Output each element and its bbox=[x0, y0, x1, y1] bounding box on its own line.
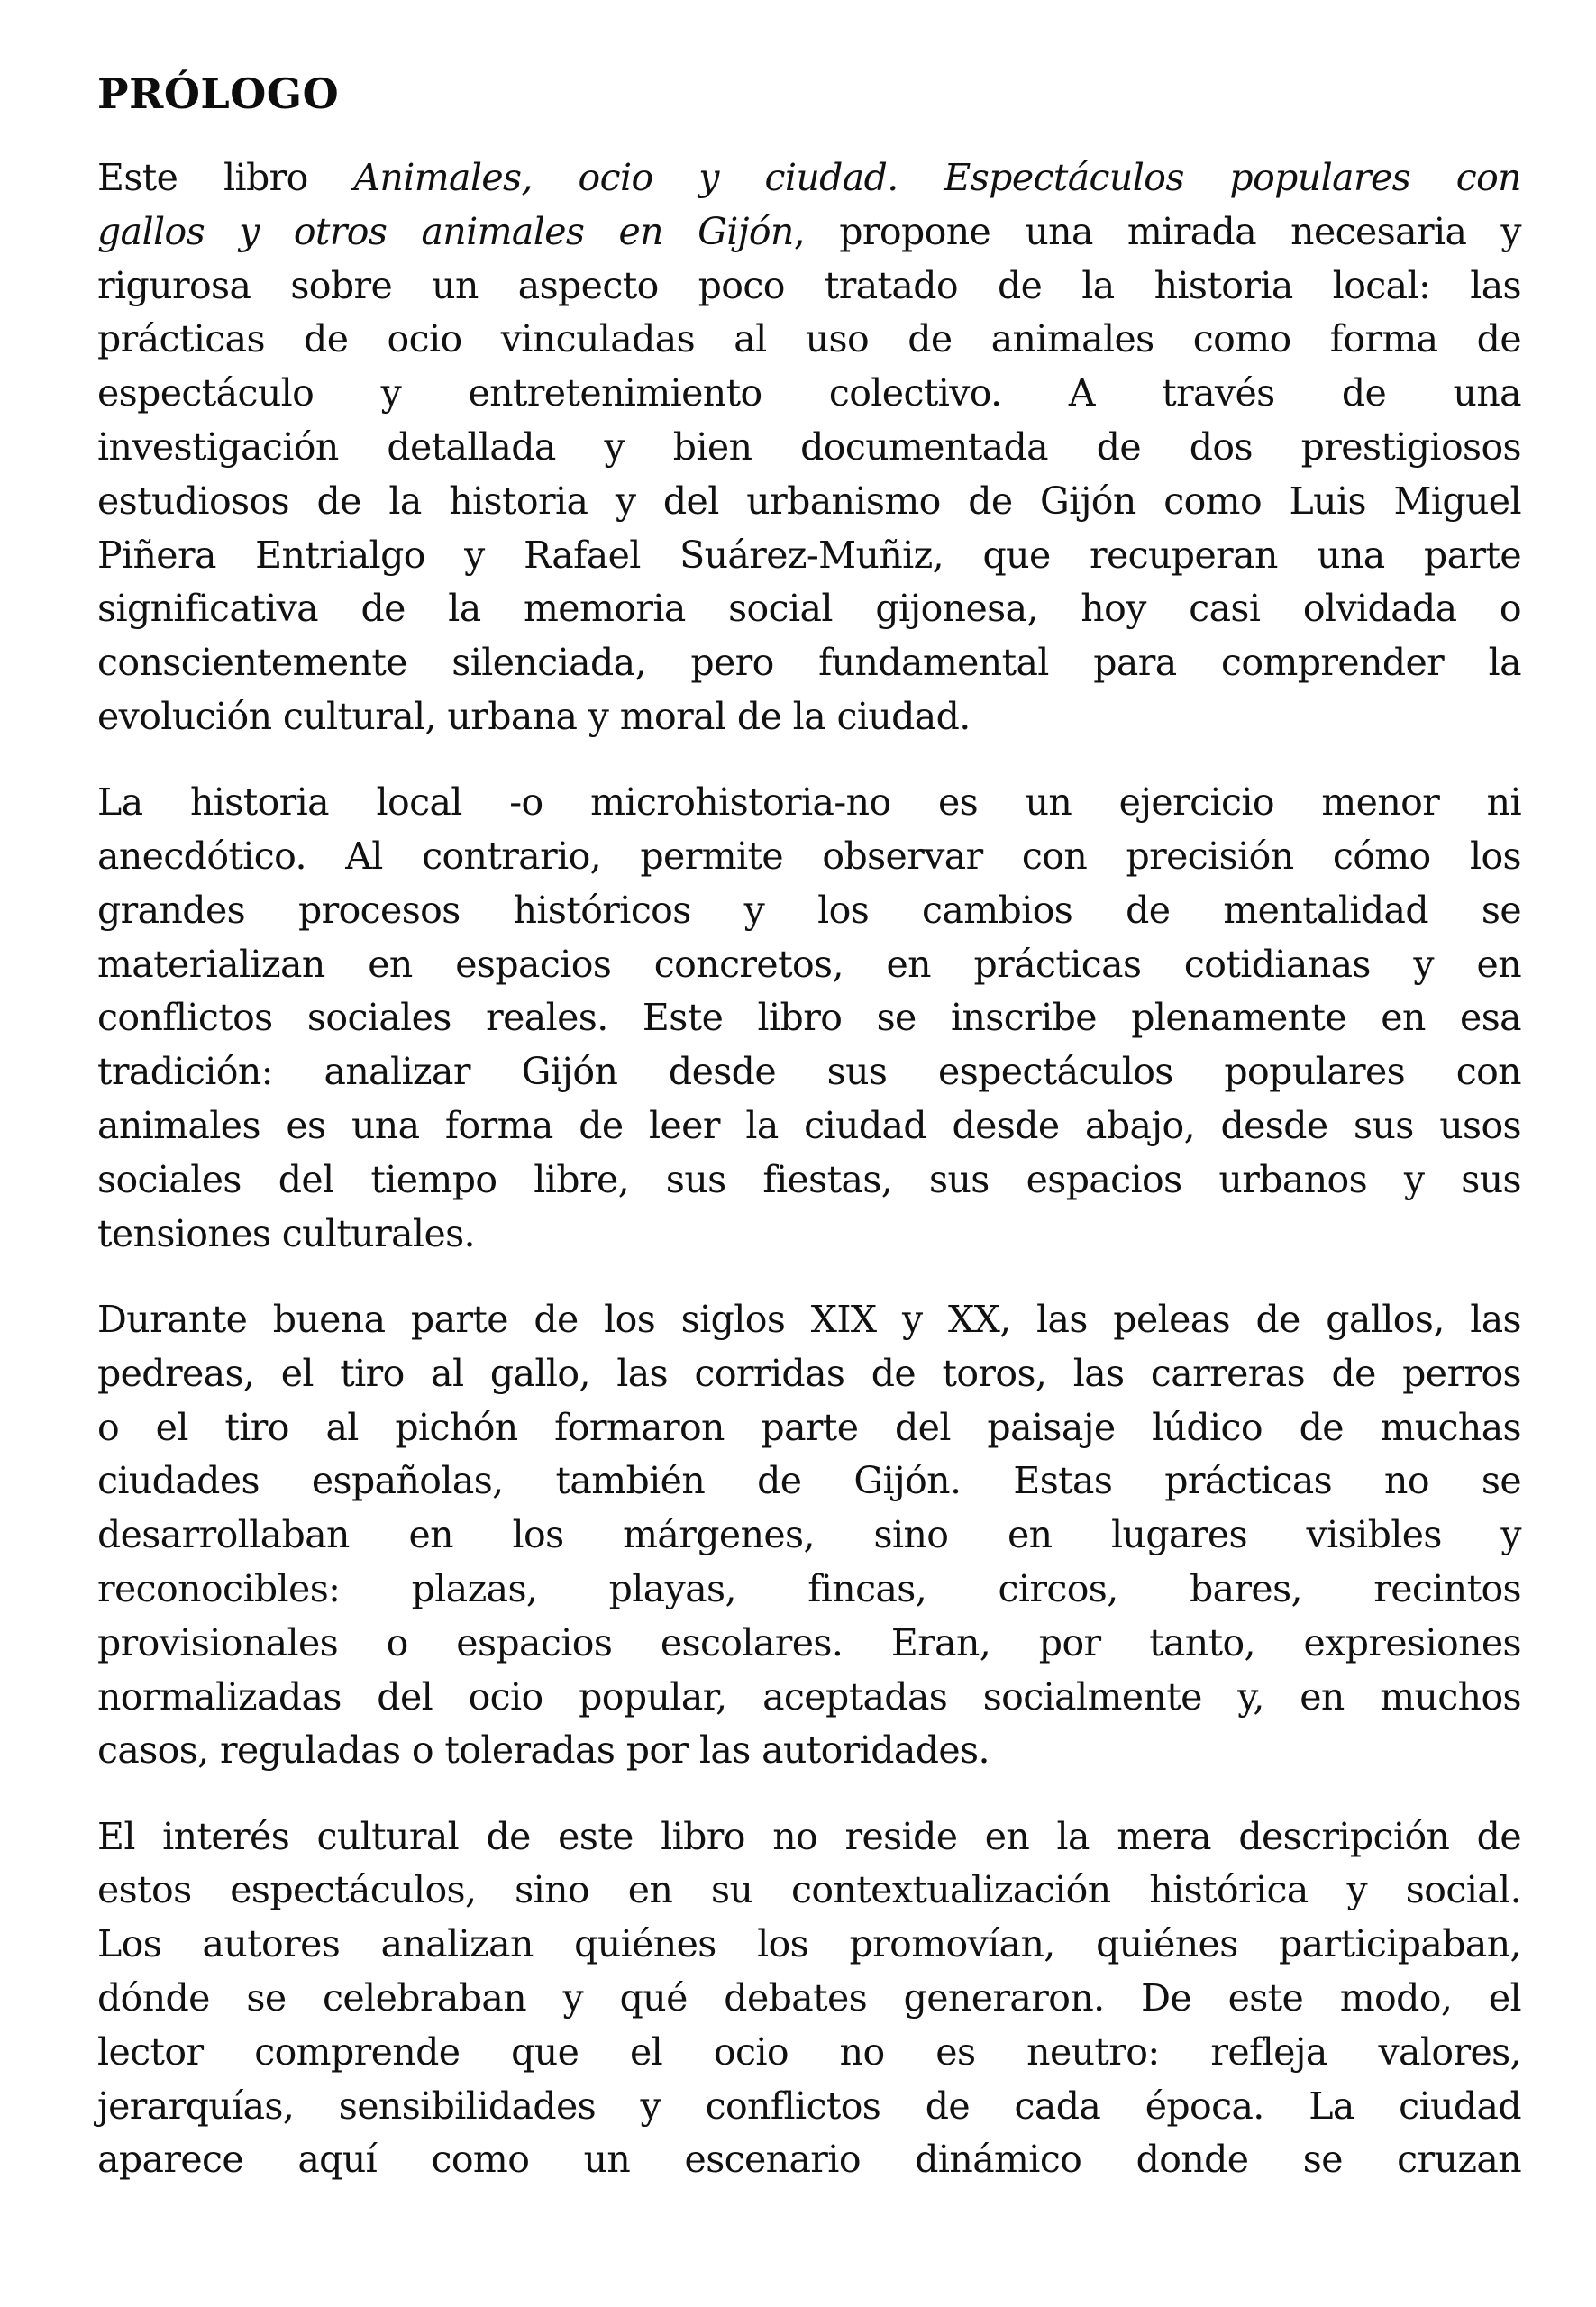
text-segment: aparece aquí como un escenario dinámico donde se cruzan bbox=[97, 2138, 1521, 2182]
text-line-content bbox=[97, 260, 1521, 314]
text-segment: El interés cultural de este libro no reside en la mera descripción de bbox=[97, 1814, 1521, 1858]
text-line-content bbox=[97, 367, 1521, 421]
text-line bbox=[97, 636, 1521, 690]
text-segment: estos espectáculos, sino en su contextualización histórica y social. bbox=[97, 1868, 1521, 1912]
text-segment: casos, reguladas o toleradas por las autoridades. bbox=[97, 1728, 990, 1773]
italic-text: gallos y otros animales en Gijón bbox=[97, 209, 794, 253]
text-segment: ciudades españolas, también de Gijón. Estas prácticas no se bbox=[97, 1459, 1521, 1503]
text-line-content bbox=[97, 1401, 1521, 1455]
text-line bbox=[97, 475, 1521, 529]
text-line bbox=[97, 205, 1521, 260]
text-line-content bbox=[97, 1617, 1521, 1671]
text-segment: Este libro bbox=[97, 156, 354, 199]
text-line-content bbox=[97, 1099, 1521, 1154]
paragraph bbox=[97, 1810, 1521, 2188]
text-line bbox=[97, 421, 1521, 475]
body-text bbox=[97, 151, 1521, 2220]
text-line bbox=[97, 690, 1521, 744]
text-line bbox=[97, 991, 1521, 1045]
text-line-content bbox=[97, 1671, 1521, 1725]
text-line-content bbox=[97, 1972, 1521, 2026]
text-segment: jerarquías, sensibilidades y conflictos de cada época. La ciudad bbox=[97, 2084, 1521, 2128]
text-line bbox=[97, 1099, 1521, 1154]
text-line-content bbox=[97, 2026, 1521, 2080]
paragraph bbox=[97, 151, 1521, 744]
text-segment: o el tiro al pichón formaron parte del paisaje lúdico de muchas bbox=[97, 1405, 1521, 1449]
text-segment: animales es una forma de leer la ciudad desde abajo, desde sus usos bbox=[97, 1104, 1521, 1148]
text-line bbox=[97, 1810, 1521, 1865]
text-line bbox=[97, 367, 1521, 421]
text-line bbox=[97, 884, 1521, 938]
text-line bbox=[97, 2026, 1521, 2080]
text-line-content bbox=[97, 690, 1521, 744]
text-segment: estudiosos de la historia y del urbanismo de Gijón como Luis Miguel bbox=[97, 479, 1521, 523]
text-line-content bbox=[97, 1864, 1521, 1918]
text-line-content bbox=[97, 1724, 1521, 1778]
text-line bbox=[97, 151, 1521, 205]
text-line bbox=[97, 1918, 1521, 1972]
text-segment: evolución cultural, urbana y moral de la ciudad. bbox=[97, 694, 971, 738]
text-line bbox=[97, 260, 1521, 314]
text-segment: grandes procesos históricos y los cambios de mentalidad se bbox=[97, 888, 1521, 932]
text-segment: conflictos sociales reales. Este libro se inscribe plenamente en esa bbox=[97, 996, 1521, 1040]
text-segment: Piñera Entrialgo y Rafael Suárez-Muñiz, que recuperan una parte bbox=[97, 533, 1521, 577]
text-segment: conscientemente silenciada, pero fundamental para comprender la bbox=[97, 641, 1521, 685]
text-line bbox=[97, 1347, 1521, 1401]
text-segment: investigación detallada y bien documentada de dos prestigiosos bbox=[97, 424, 1521, 469]
text-line bbox=[97, 1208, 1521, 1262]
text-segment: sociales del tiempo libre, sus fiestas, sus espacios urbanos y sus bbox=[97, 1157, 1521, 1201]
text-segment: tradición: analizar Gijón desde sus espectáculos populares con bbox=[97, 1050, 1521, 1094]
text-line bbox=[97, 582, 1521, 636]
text-segment: pedreas, el tiro al gallo, las corridas de toros, las carreras de perros bbox=[97, 1351, 1521, 1395]
text-line-content bbox=[97, 1454, 1521, 1509]
text-line-content bbox=[97, 475, 1521, 529]
text-line-content bbox=[97, 1347, 1521, 1401]
text-line bbox=[97, 938, 1521, 992]
text-line bbox=[97, 1671, 1521, 1725]
text-line bbox=[97, 1724, 1521, 1778]
text-line-content bbox=[97, 2080, 1521, 2134]
text-line bbox=[97, 1154, 1521, 1208]
text-segment: lector comprende que el ocio no es neutro: refleja valores, bbox=[97, 2029, 1521, 2074]
text-line bbox=[97, 1401, 1521, 1455]
text-segment: materializan en espacios concretos, en prácticas cotidianas y en bbox=[97, 942, 1521, 986]
text-line bbox=[97, 776, 1521, 830]
text-segment: dónde se celebraban y qué debates generaron. De este modo, el bbox=[97, 1976, 1521, 2020]
text-line-content bbox=[97, 151, 1521, 205]
text-segment: Durante buena parte de los siglos XIX y XX, las peleas de gallos, las bbox=[97, 1297, 1521, 1341]
text-line bbox=[97, 1045, 1521, 1099]
text-line bbox=[97, 1563, 1521, 1617]
text-line-content bbox=[97, 1810, 1521, 1865]
text-line-content bbox=[97, 1045, 1521, 1099]
text-line bbox=[97, 1293, 1521, 1347]
text-line bbox=[97, 313, 1521, 367]
text-line bbox=[97, 1864, 1521, 1918]
text-line-content bbox=[97, 421, 1521, 475]
text-line bbox=[97, 2133, 1521, 2187]
text-segment: normalizadas del ocio popular, aceptadas socialmente y, en muchos bbox=[97, 1674, 1521, 1719]
text-segment: significativa de la memoria social gijonesa, hoy casi olvidada o bbox=[97, 587, 1521, 631]
text-line bbox=[97, 1454, 1521, 1509]
text-line bbox=[97, 2080, 1521, 2134]
text-segment: rigurosa sobre un aspecto poco tratado de la historia local: las bbox=[97, 263, 1521, 307]
text-line bbox=[97, 1972, 1521, 2026]
text-line-content bbox=[97, 1208, 1521, 1262]
text-line-content bbox=[97, 884, 1521, 938]
text-segment: Los autores analizan quiénes los promovían, quiénes participaban, bbox=[97, 1922, 1521, 1966]
text-line-content bbox=[97, 313, 1521, 367]
text-segment: reconocibles: plazas, playas, fincas, circos, bares, recintos bbox=[97, 1566, 1521, 1610]
text-line bbox=[97, 529, 1521, 583]
text-line-content bbox=[97, 205, 1521, 260]
text-segment: espectáculo y entretenimiento colectivo. A través de una bbox=[97, 371, 1521, 415]
text-line-content bbox=[97, 1293, 1521, 1347]
text-line-content bbox=[97, 2133, 1521, 2187]
text-segment: prácticas de ocio vinculadas al uso de animales como forma de bbox=[97, 317, 1521, 361]
text-line-content bbox=[97, 1154, 1521, 1208]
text-line-content bbox=[97, 529, 1521, 583]
text-line bbox=[97, 1617, 1521, 1671]
text-line-content bbox=[97, 830, 1521, 884]
text-segment: La historia local -o microhistoria-no es un ejercicio menor ni bbox=[97, 780, 1521, 825]
text-line bbox=[97, 1509, 1521, 1563]
text-line-content bbox=[97, 991, 1521, 1045]
text-line-content bbox=[97, 938, 1521, 992]
text-line-content bbox=[97, 1918, 1521, 1972]
text-line-content bbox=[97, 1509, 1521, 1563]
text-line-content bbox=[97, 776, 1521, 830]
text-line-content bbox=[97, 582, 1521, 636]
text-segment: desarrollaban en los márgenes, sino en lugares visibles y bbox=[97, 1513, 1521, 1557]
text-segment: anecdótico. Al contrario, permite observar con precisión cómo los bbox=[97, 834, 1521, 879]
text-line bbox=[97, 830, 1521, 884]
paragraph bbox=[97, 1293, 1521, 1778]
text-segment: , propone una mirada necesaria y bbox=[793, 209, 1521, 253]
text-line-content bbox=[97, 636, 1521, 690]
italic-text: Animales, ocio y ciudad. Espectáculos populares con bbox=[353, 156, 1521, 199]
text-line-content bbox=[97, 1563, 1521, 1617]
text-segment: provisionales o espacios escolares. Eran, por tanto, expresiones bbox=[97, 1620, 1521, 1664]
page-title: PRÓLOGO bbox=[97, 69, 340, 118]
paragraph bbox=[97, 776, 1521, 1261]
text-segment: tensiones culturales. bbox=[97, 1211, 475, 1255]
